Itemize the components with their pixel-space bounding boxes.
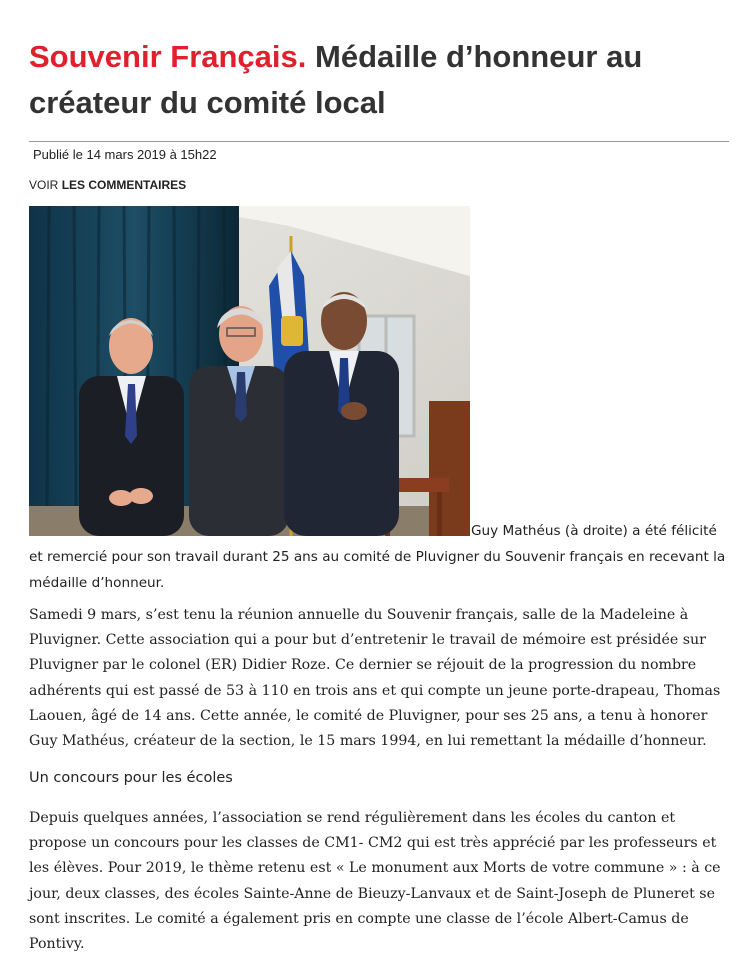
paragraph-2: Depuis quelques années, l’association se rend régulièrement dans les écoles du canton et propose un concours pour les classes de CM1- CM2 qui est très apprécié par les professeurs et les élèves. Pour 2019, le thème retenu est « Le monument aux Morts de votre commune » : à ce jour, deux classes, des écoles Sainte-Anne de Bieuzy-Lanvaux et de Saint-Joseph de Pluneret se sont inscrites. Le comité a également pris en compte une classe de l’école Albert-Camus de Pontivy.: [29, 810, 721, 953]
headline-title: Médaille d’honneur au créateur du comité local: [29, 39, 643, 120]
comments-label: LES COMMENTAIRES: [61, 178, 187, 192]
comments-prefix: VOIR: [29, 178, 59, 192]
view-comments-link[interactable]: [29, 178, 186, 192]
headline-kicker: Souvenir Français.: [29, 39, 307, 74]
article-photo: [29, 206, 470, 536]
headline-divider: [29, 141, 729, 142]
photo-caption: Guy Mathéus (à droite) a été félicité et remercié pour son travail durant 25 ans au comité de Pluvigner du Souvenir français en recevant la médaille d’honneur.: [29, 523, 726, 591]
article-headline: [29, 34, 729, 126]
publish-date: Publié le 14 mars 2019 à 15h22: [33, 147, 217, 162]
section-subheading: Un concours pour les écoles: [29, 770, 233, 786]
paragraph-1: Samedi 9 mars, s’est tenu la réunion annuelle du Souvenir français, salle de la Madeleine à Pluvigner. Cette association qui a pour but d’entretenir le travail de mémoire est présidée sur Pluvigner par le colonel (ER) Didier Roze. Ce dernier se réjouit de la progression du nombre adhérents qui est passé de 53 à 110 en trois ans et qui compte un jeune porte-drapeau, Thomas Laouen, âgé de 14 ans. Cette année, le comité de Pluvigner, pour ses 25 ans, a tenu à honorer Guy Mathéus, créateur de la section, le 15 mars 1994, en lui remettant la médaille d’honneur.: [29, 607, 721, 750]
photo-illustration: [29, 206, 470, 536]
